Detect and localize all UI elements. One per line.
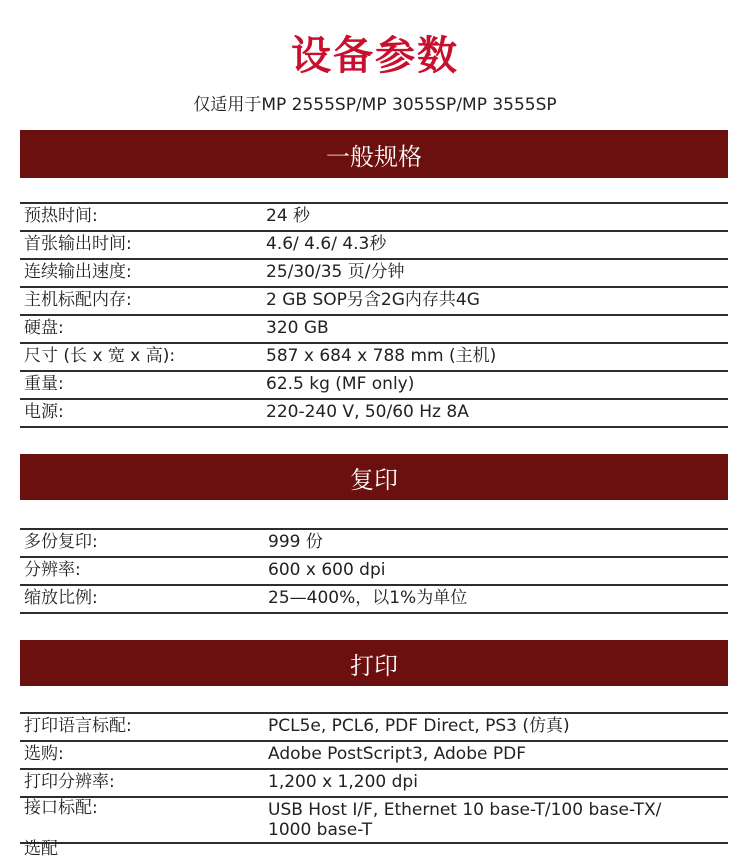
table-row	[20, 344, 728, 372]
table-row	[20, 372, 728, 400]
table-row	[20, 586, 728, 614]
spec-value: Adobe PostScript3, Adobe PDF	[268, 744, 526, 764]
table-row	[20, 316, 728, 344]
spec-value: 600 x 600 dpi	[268, 560, 386, 580]
page-title: 设备参数	[291, 33, 459, 79]
spec-label: 主机标配内存:	[24, 290, 132, 310]
cut-off-row	[0, 839, 750, 859]
spec-value: 1,200 x 1,200 dpi	[268, 772, 418, 792]
spec-label: 硬盘:	[24, 318, 64, 338]
section-header-general: 一般规格	[20, 130, 728, 178]
section-header-print: 打印	[20, 640, 728, 686]
table-row	[20, 770, 728, 798]
spec-label: 重量:	[24, 374, 64, 394]
spec-value: 25/30/35 页/分钟	[266, 262, 405, 282]
spec-value: 320 GB	[266, 318, 329, 338]
table-row	[20, 260, 728, 288]
spec-label: 多份复印:	[24, 532, 98, 552]
spec-label: 打印分辨率:	[24, 772, 115, 792]
spec-value: 999 份	[268, 532, 323, 552]
cut-off-label: 选配	[24, 839, 58, 859]
spec-value: 4.6/ 4.6/ 4.3秒	[266, 234, 387, 254]
spec-table-print	[20, 712, 728, 844]
spec-label: 预热时间:	[24, 206, 98, 226]
spec-label: 接口标配:	[24, 798, 98, 818]
spec-label: 分辨率:	[24, 560, 81, 580]
spec-label: 电源:	[24, 402, 64, 422]
spec-value: PCL5e, PCL6, PDF Direct, PS3 (仿真)	[268, 716, 570, 736]
spec-value: 220-240 V, 50/60 Hz 8A	[266, 402, 469, 422]
spec-table-copy	[20, 528, 728, 614]
spec-value: 24 秒	[266, 206, 311, 226]
table-row	[20, 714, 728, 742]
table-row	[20, 742, 728, 770]
table-row	[20, 204, 728, 232]
spec-label: 选购:	[24, 744, 64, 764]
table-row	[20, 400, 728, 428]
model-subtitle: 仅适用于MP 2555SP/MP 3055SP/MP 3555SP	[193, 95, 557, 115]
table-row	[20, 530, 728, 558]
spec-label: 首张输出时间:	[24, 234, 132, 254]
table-row	[20, 798, 728, 844]
table-row	[20, 558, 728, 586]
spec-value: 62.5 kg (MF only)	[266, 374, 415, 394]
spec-value: 2 GB SOP另含2G内存共4G	[266, 290, 480, 310]
section-header-copy: 复印	[20, 454, 728, 500]
spec-label: 尺寸 (长 x 宽 x 高):	[24, 346, 176, 366]
spec-label: 打印语言标配:	[24, 716, 132, 736]
table-row	[20, 232, 728, 260]
spec-value: USB Host I/F, Ethernet 10 base-T/100 base-TX/ 1000 base-T	[268, 800, 662, 840]
table-row	[20, 288, 728, 316]
spec-value: 587 x 684 x 788 mm (主机)	[266, 346, 497, 366]
spec-value: 25—400%，以1%为单位	[268, 588, 468, 608]
spec-label: 连续输出速度:	[24, 262, 132, 282]
spec-table-general	[20, 202, 728, 428]
spec-label: 缩放比例:	[24, 588, 98, 608]
